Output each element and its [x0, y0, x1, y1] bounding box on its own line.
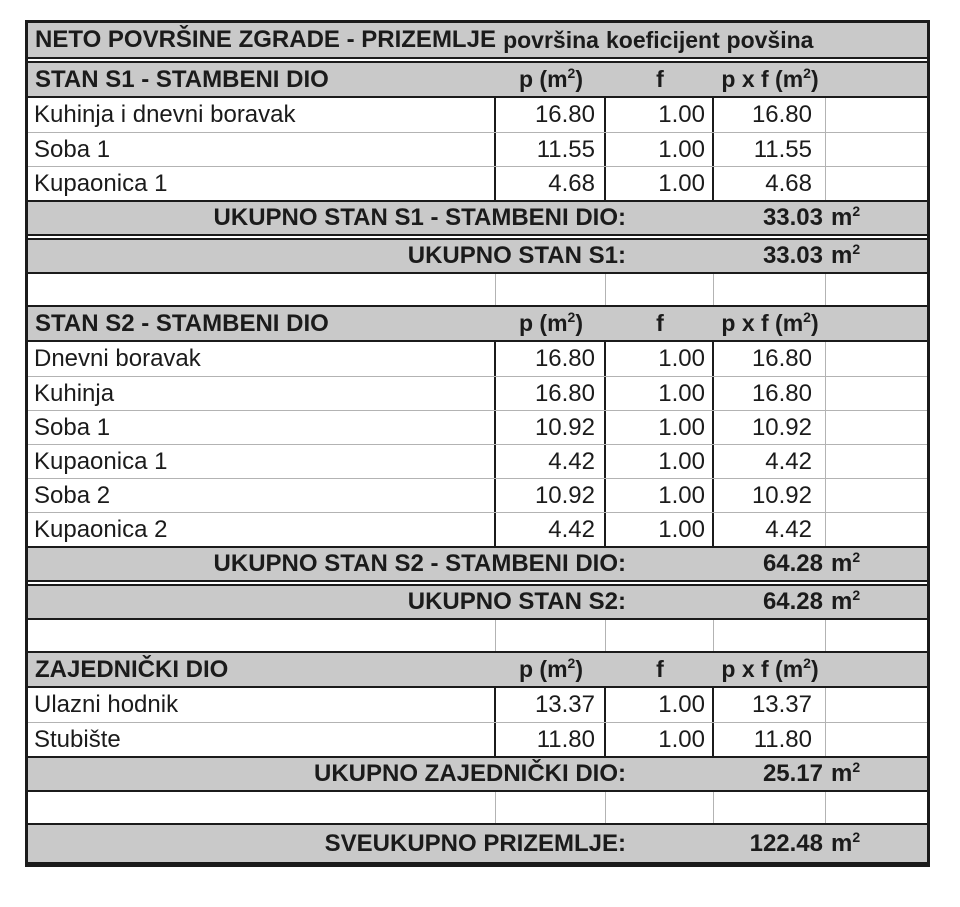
total-value: 33.03 — [762, 204, 823, 231]
f-value: 1.00 — [606, 688, 714, 722]
col-p-header — [496, 310, 606, 337]
col-pxf-header-suffix: ) — [810, 656, 819, 682]
table-row — [28, 342, 927, 376]
table-title-row — [28, 23, 927, 59]
col-f-header: f — [656, 656, 664, 682]
table-row — [28, 688, 927, 722]
section-name: STAN S1 - STAMBENI DIO — [35, 65, 329, 93]
area-table — [25, 20, 930, 867]
total-value: 33.03 — [762, 242, 823, 269]
table-row — [28, 512, 927, 546]
caption-koeficijent: koeficijent — [606, 26, 720, 53]
total-label: UKUPNO ZAJEDNIČKI DIO: — [313, 760, 626, 787]
unit-m2 — [831, 760, 860, 788]
pxf-value: 4.68 — [714, 167, 826, 200]
col-pxf-header-superscript: 2 — [803, 309, 811, 325]
room-name: Dnevni boravak — [28, 342, 496, 376]
empty-cell — [28, 620, 496, 651]
caption-povrsina: površina — [503, 26, 599, 53]
unit-superscript: 2 — [852, 241, 861, 257]
p-value: 11.55 — [496, 133, 606, 166]
empty-cell — [496, 620, 606, 651]
empty-cell — [826, 98, 927, 132]
empty-cell — [826, 688, 927, 722]
section-header-row — [28, 651, 927, 688]
empty-cell — [826, 620, 927, 651]
col-pxf-header-prefix: p x f (m — [721, 310, 804, 336]
room-name: Kupaonica 1 — [28, 167, 496, 200]
total-label: UKUPNO STAN S1: — [407, 242, 626, 269]
unit-base: m — [831, 242, 853, 269]
f-value: 1.00 — [606, 342, 714, 376]
empty-cell — [496, 274, 606, 305]
unit-superscript: 2 — [852, 587, 861, 603]
table-row — [28, 444, 927, 478]
f-value: 1.00 — [606, 98, 714, 132]
unit-m2 — [831, 204, 860, 232]
table-row — [28, 376, 927, 410]
unit-m2 — [831, 588, 860, 616]
p-value: 11.80 — [496, 723, 606, 756]
table-row — [28, 132, 927, 166]
empty-cell — [606, 620, 714, 651]
table-row — [28, 410, 927, 444]
section-name: ZAJEDNIČKI DIO — [35, 655, 229, 683]
room-name: Kuhinja i dnevni boravak — [28, 98, 496, 132]
section-name: STAN S2 - STAMBENI DIO — [35, 309, 329, 337]
empty-cell — [714, 274, 826, 305]
spacer-row — [28, 792, 927, 823]
section-header-row — [28, 305, 927, 342]
total-label: UKUPNO STAN S2 - STAMBENI DIO: — [213, 550, 626, 577]
grand-total-value: 122.48 — [749, 829, 823, 857]
unit-m2 — [831, 550, 860, 578]
empty-cell — [28, 792, 496, 823]
empty-cell — [826, 377, 927, 410]
col-pxf-header — [714, 656, 826, 683]
col-p-header-superscript: 2 — [567, 65, 576, 81]
empty-cell — [826, 445, 927, 478]
col-p-header-suffix: ) — [575, 310, 584, 336]
empty-cell — [714, 620, 826, 651]
pxf-value: 16.80 — [714, 342, 826, 376]
p-value: 10.92 — [496, 411, 606, 444]
table-row — [28, 98, 927, 132]
col-p-header-prefix: p (m — [518, 310, 568, 336]
col-pxf-header — [714, 66, 826, 93]
table-row — [28, 166, 927, 200]
p-value: 16.80 — [496, 98, 606, 132]
col-p-header-prefix: p (m — [518, 66, 568, 92]
grand-total-label: SVEUKUPNO PRIZEMLJE: — [324, 829, 626, 857]
f-value: 1.00 — [606, 445, 714, 478]
empty-cell — [826, 513, 927, 546]
section-total-row — [28, 238, 927, 274]
pxf-value: 16.80 — [714, 98, 826, 132]
room-name: Stubište — [28, 723, 496, 756]
total-value: 64.28 — [762, 550, 823, 577]
empty-cell — [826, 411, 927, 444]
col-pxf-header-prefix: p x f (m — [721, 656, 804, 682]
grand-total-row — [28, 823, 927, 864]
pxf-value: 11.55 — [714, 133, 826, 166]
empty-cell — [826, 342, 927, 376]
unit-m2 — [831, 830, 860, 858]
total-label: UKUPNO STAN S2: — [407, 588, 626, 615]
unit-m2 — [831, 242, 860, 270]
f-value: 1.00 — [606, 167, 714, 200]
f-value: 1.00 — [606, 723, 714, 756]
empty-cell — [714, 792, 826, 823]
col-p-header — [496, 656, 606, 683]
unit-superscript: 2 — [852, 759, 861, 775]
empty-cell — [496, 792, 606, 823]
pxf-value: 4.42 — [714, 445, 826, 478]
caption-povsina: povšina — [726, 26, 814, 53]
col-p-header-superscript: 2 — [567, 309, 576, 325]
pxf-value: 10.92 — [714, 479, 826, 512]
unit-superscript: 2 — [852, 549, 861, 565]
empty-cell — [826, 167, 927, 200]
col-pxf-header-superscript: 2 — [803, 65, 811, 81]
col-pxf-header — [714, 310, 826, 337]
p-value: 16.80 — [496, 377, 606, 410]
unit-base: m — [831, 829, 853, 857]
spacer-row — [28, 620, 927, 651]
unit-superscript: 2 — [852, 203, 861, 219]
f-value: 1.00 — [606, 377, 714, 410]
pxf-value: 13.37 — [714, 688, 826, 722]
room-name: Soba 1 — [28, 133, 496, 166]
pxf-value: 4.42 — [714, 513, 826, 546]
unit-superscript: 2 — [852, 828, 861, 845]
pxf-value: 10.92 — [714, 411, 826, 444]
col-pxf-header-suffix: ) — [810, 310, 819, 336]
empty-cell — [826, 723, 927, 756]
p-value: 13.37 — [496, 688, 606, 722]
section-header-row — [28, 61, 927, 98]
col-pxf-header-suffix: ) — [810, 66, 819, 92]
p-value: 4.42 — [496, 513, 606, 546]
total-value: 25.17 — [762, 760, 823, 787]
spacer-row — [28, 274, 927, 305]
col-f-header: f — [656, 310, 664, 336]
col-pxf-header-prefix: p x f (m — [721, 66, 804, 92]
p-value: 16.80 — [496, 342, 606, 376]
f-value: 1.00 — [606, 133, 714, 166]
room-name: Soba 1 — [28, 411, 496, 444]
f-value: 1.00 — [606, 479, 714, 512]
empty-cell — [826, 479, 927, 512]
f-value: 1.00 — [606, 513, 714, 546]
section-total-row — [28, 584, 927, 620]
col-pxf-header-superscript: 2 — [803, 655, 811, 671]
p-value: 4.42 — [496, 445, 606, 478]
room-name: Soba 2 — [28, 479, 496, 512]
empty-cell — [606, 792, 714, 823]
empty-cell — [606, 274, 714, 305]
pxf-value: 11.80 — [714, 723, 826, 756]
col-f-header: f — [656, 66, 664, 92]
table-row — [28, 722, 927, 756]
col-p-header-prefix: p (m — [518, 656, 568, 682]
section-total-row — [28, 546, 927, 582]
room-name: Ulazni hodnik — [28, 688, 496, 722]
empty-cell — [826, 133, 927, 166]
empty-cell — [826, 274, 927, 305]
room-name: Kupaonica 2 — [28, 513, 496, 546]
col-p-header-suffix: ) — [575, 66, 584, 92]
unit-base: m — [831, 550, 853, 577]
table-row — [28, 478, 927, 512]
section-total-row — [28, 756, 927, 792]
pxf-value: 16.80 — [714, 377, 826, 410]
empty-cell — [826, 792, 927, 823]
unit-base: m — [831, 588, 853, 615]
section-total-row — [28, 200, 927, 236]
unit-base: m — [831, 760, 853, 787]
total-value: 64.28 — [762, 588, 823, 615]
f-value: 1.00 — [606, 411, 714, 444]
room-name: Kupaonica 1 — [28, 445, 496, 478]
unit-base: m — [831, 204, 853, 231]
p-value: 4.68 — [496, 167, 606, 200]
col-p-header-suffix: ) — [575, 656, 584, 682]
p-value: 10.92 — [496, 479, 606, 512]
col-p-header — [496, 66, 606, 93]
table-title: NETO POVRŠINE ZGRADE - PRIZEMLJE — [35, 26, 496, 53]
room-name: Kuhinja — [28, 377, 496, 410]
empty-cell — [28, 274, 496, 305]
total-label: UKUPNO STAN S1 - STAMBENI DIO: — [213, 204, 626, 231]
col-p-header-superscript: 2 — [567, 655, 576, 671]
